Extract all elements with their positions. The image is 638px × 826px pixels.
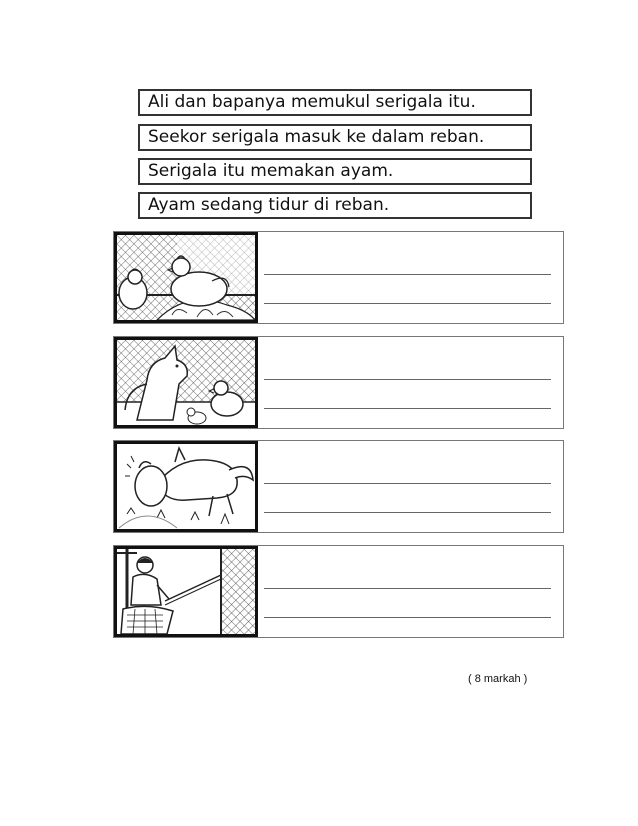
answer-line[interactable] bbox=[264, 617, 551, 618]
sentence-box-3[interactable]: Serigala itu memakan ayam. bbox=[138, 158, 532, 185]
answer-row-1 bbox=[113, 231, 564, 324]
answer-line[interactable] bbox=[264, 303, 551, 304]
answer-row-2 bbox=[113, 336, 564, 429]
answer-row-4 bbox=[113, 545, 564, 638]
sentence-box-2[interactable]: Seekor serigala masuk ke dalam reban. bbox=[138, 124, 532, 151]
fox-entering-coop-icon bbox=[114, 337, 258, 428]
answer-line[interactable] bbox=[264, 588, 551, 589]
answer-line[interactable] bbox=[264, 483, 551, 484]
answer-line[interactable] bbox=[264, 379, 551, 380]
answer-row-3 bbox=[113, 440, 564, 533]
sentence-box-4[interactable]: Ayam sedang tidur di reban. bbox=[138, 192, 532, 219]
answer-line[interactable] bbox=[264, 408, 551, 409]
answer-line[interactable] bbox=[264, 512, 551, 513]
answer-line[interactable] bbox=[264, 274, 551, 275]
fox-attacking-hen-icon bbox=[114, 441, 258, 532]
marks-label: ( 8 markah ) bbox=[468, 673, 528, 685]
boy-with-stick-icon bbox=[114, 546, 258, 637]
sentence-box-1[interactable]: Ali dan bapanya memukul serigala itu. bbox=[138, 89, 532, 116]
sleeping-hens-in-coop-icon bbox=[114, 232, 258, 323]
